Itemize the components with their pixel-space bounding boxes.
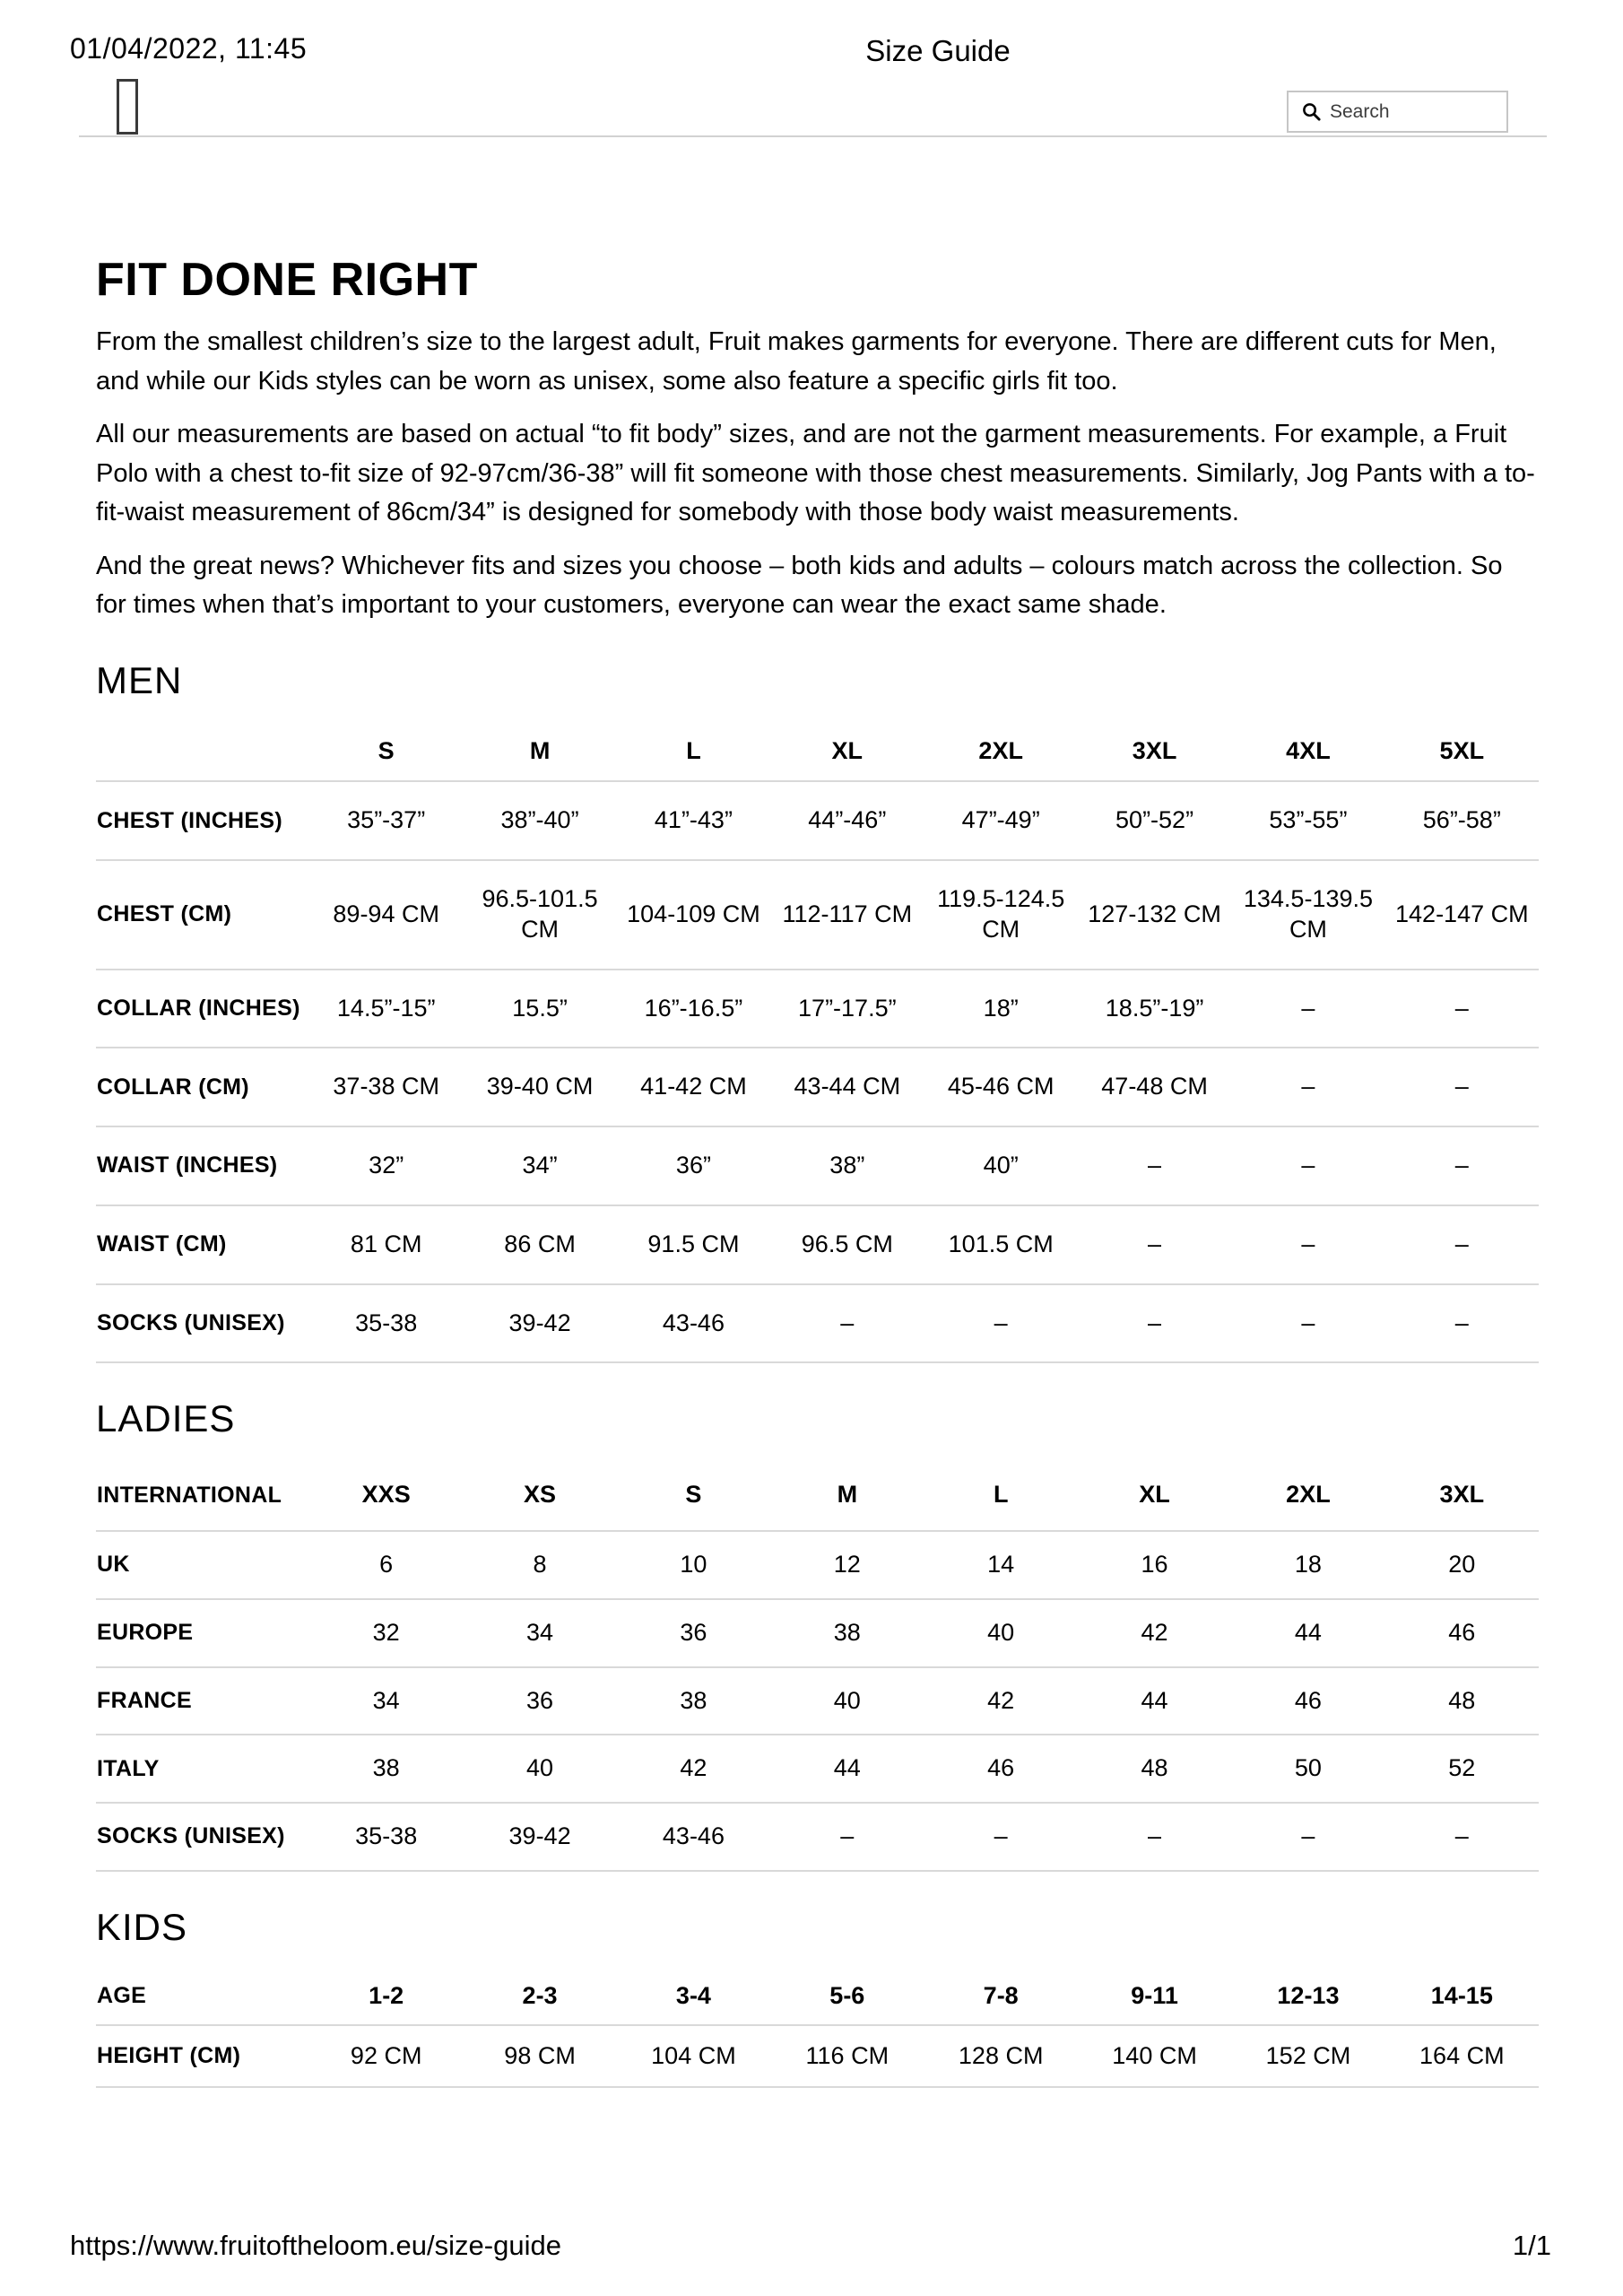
size-column-header: XS — [524, 1481, 557, 1509]
size-column-header: 3XL — [1132, 736, 1177, 764]
size-cell: 127-132 CM — [1088, 900, 1221, 927]
size-cell: 40 — [987, 1618, 1015, 1646]
size-cell: 44”-46” — [808, 806, 887, 834]
size-column-header: L — [993, 1481, 1009, 1509]
size-cell: – — [1148, 1309, 1162, 1336]
size-cell: 48 — [1448, 1686, 1476, 1714]
header-divider — [79, 135, 1547, 137]
size-column-header: 5XL — [1439, 736, 1485, 764]
size-cell: 101.5 CM — [948, 1230, 1054, 1257]
size-cell: 98 CM — [504, 2041, 576, 2069]
size-cell: 104-109 CM — [627, 900, 760, 927]
size-cell: 35”-37” — [347, 806, 426, 834]
size-cell: 18 — [1294, 1551, 1322, 1578]
size-cell: 16”-16.5” — [644, 994, 743, 1022]
table-row — [96, 860, 1539, 970]
row-label: EUROPE — [97, 1620, 194, 1645]
size-cell: – — [1454, 1309, 1469, 1336]
row-label: UK — [97, 1552, 130, 1578]
size-cell: 119.5-124.5 CM — [937, 885, 1065, 943]
size-cell: 164 CM — [1419, 2041, 1505, 2069]
row-label: FRANCE — [97, 1687, 192, 1713]
size-cell: 34 — [526, 1618, 554, 1646]
row-label: CHEST (INCHES) — [97, 807, 282, 833]
search-input[interactable] — [1330, 101, 1487, 123]
size-cell: 40” — [983, 1152, 1019, 1178]
row-label: COLLAR (INCHES) — [97, 995, 300, 1021]
size-cell: 12 — [833, 1551, 861, 1578]
section-ladies — [96, 1397, 1539, 1872]
row-label: ITALY — [97, 1755, 160, 1781]
section-men — [96, 659, 1539, 1364]
size-cell: 44 — [1294, 1618, 1322, 1646]
size-cell: 140 CM — [1112, 2041, 1197, 2069]
table-row — [96, 1667, 1539, 1735]
size-cell: 48 — [1141, 1754, 1168, 1782]
size-cell: 91.5 CM — [647, 1230, 740, 1257]
size-cell: 46 — [1294, 1686, 1322, 1714]
size-cell: – — [1148, 1822, 1162, 1849]
size-cell: – — [1301, 1309, 1315, 1336]
size-column-header: 9-11 — [1131, 1981, 1178, 2009]
size-column-header: XL — [1139, 1481, 1170, 1509]
size-cell: 38” — [829, 1152, 865, 1178]
size-cell: 20 — [1448, 1551, 1476, 1578]
size-column-header: 14-15 — [1430, 1981, 1493, 2009]
size-column-header: 7-8 — [983, 1981, 1019, 2009]
size-cell: 92 CM — [350, 2041, 422, 2069]
size-cell: 39-42 — [508, 1309, 571, 1336]
size-cell: – — [1301, 1073, 1315, 1100]
section-title: LADIES — [96, 1397, 236, 1440]
size-cell: – — [1454, 1230, 1469, 1257]
table-row — [96, 1284, 1539, 1363]
size-cell: 134.5-139.5 CM — [1243, 885, 1373, 943]
size-cell: – — [1148, 1230, 1162, 1257]
size-column-header: 2XL — [978, 736, 1023, 764]
size-column-header: 1-2 — [369, 1981, 404, 2009]
size-cell: 34 — [372, 1686, 400, 1714]
row-label-header: INTERNATIONAL — [97, 1482, 282, 1508]
intro-paragraph-3: And the great news? Whichever fits and sizes you choose – both kids and adults – colours match across the collection. So for times when that’s important to your customers, everyone can wear the exact same shade. — [96, 551, 1503, 619]
size-cell: 152 CM — [1265, 2041, 1351, 2069]
size-cell: – — [1454, 1073, 1469, 1100]
row-label: WAIST (CM) — [97, 1231, 227, 1257]
size-cell: – — [840, 1822, 855, 1849]
size-table-men — [96, 722, 1539, 1364]
size-cell: 128 CM — [958, 2041, 1044, 2069]
search-icon — [1301, 101, 1322, 122]
size-cell: 41-42 CM — [640, 1073, 747, 1100]
row-label-header — [96, 722, 309, 782]
row-label: WAIST (INCHES) — [97, 1152, 278, 1178]
column-header-row — [96, 1460, 1539, 1531]
size-cell: 38 — [680, 1686, 707, 1714]
size-cell: 39-42 — [508, 1822, 571, 1849]
size-cell: 8 — [533, 1551, 547, 1578]
size-cell: 46 — [987, 1754, 1015, 1782]
size-cell: 40 — [833, 1686, 861, 1714]
table-row — [96, 1126, 1539, 1205]
size-cell: 46 — [1448, 1618, 1476, 1646]
row-label: CHEST (CM) — [97, 901, 232, 927]
row-label: HEIGHT (CM) — [97, 2042, 241, 2068]
size-cell: – — [1301, 1230, 1315, 1257]
size-cell: 45-46 CM — [947, 1073, 1055, 1100]
size-table-ladies — [96, 1460, 1539, 1872]
size-cell: 52 — [1448, 1754, 1476, 1782]
size-cell: 43-44 CM — [794, 1073, 901, 1100]
size-cell: 142-147 CM — [1395, 900, 1529, 927]
size-cell: 18.5”-19” — [1105, 994, 1204, 1022]
missing-glyph-box — [117, 79, 138, 135]
row-label-header: AGE — [97, 1983, 147, 2008]
size-cell: 34” — [522, 1152, 558, 1178]
size-cell: 42 — [1141, 1618, 1168, 1646]
size-cell: – — [1301, 994, 1315, 1022]
section-title: MEN — [96, 658, 183, 701]
section-title: KIDS — [96, 1905, 188, 1948]
size-cell: 38 — [833, 1618, 861, 1646]
size-cell: 15.5” — [512, 994, 568, 1022]
size-cell: – — [1454, 1152, 1469, 1178]
size-cell: 37-38 CM — [333, 1073, 439, 1100]
table-row — [96, 781, 1539, 860]
size-cell: 40 — [526, 1754, 554, 1782]
size-cell: – — [1301, 1822, 1315, 1849]
size-cell: 104 CM — [651, 2041, 736, 2069]
size-cell: – — [994, 1822, 1008, 1849]
table-row — [96, 1048, 1539, 1126]
size-cell: 10 — [680, 1551, 707, 1578]
size-cell: 36 — [680, 1618, 707, 1646]
size-cell: 36 — [526, 1686, 554, 1714]
size-column-header: 3XL — [1439, 1481, 1485, 1509]
table-row — [96, 1205, 1539, 1284]
size-cell: 17”-17.5” — [798, 994, 897, 1022]
size-cell: 96.5 CM — [801, 1230, 893, 1257]
print-url: https://www.fruitoftheloom.eu/size-guide — [70, 2230, 561, 2261]
size-cell: 43-46 — [662, 1822, 725, 1849]
size-cell: – — [840, 1309, 855, 1336]
size-cell: 18” — [983, 994, 1019, 1022]
row-label: SOCKS (UNISEX) — [97, 1309, 285, 1335]
size-column-header: 5-6 — [829, 1981, 865, 2009]
size-cell: 16 — [1141, 1551, 1168, 1578]
size-column-header: M — [529, 736, 551, 764]
size-cell: 42 — [987, 1686, 1015, 1714]
section-kids — [96, 1906, 1539, 2089]
size-column-header: 12-13 — [1277, 1981, 1340, 2009]
size-cell: 14 — [987, 1551, 1015, 1578]
table-row — [96, 970, 1539, 1048]
search-box[interactable] — [1287, 91, 1508, 133]
table-row — [96, 1803, 1539, 1871]
size-cell: 56”-58” — [1422, 806, 1501, 834]
size-cell: 38 — [372, 1754, 400, 1782]
content-area — [96, 253, 1539, 2088]
size-cell: 53”-55” — [1269, 806, 1348, 834]
print-page-number: 1/1 — [1512, 2230, 1551, 2261]
size-column-header: S — [685, 1481, 702, 1509]
row-label: COLLAR (CM) — [97, 1074, 249, 1100]
size-cell: 39-40 CM — [486, 1073, 594, 1100]
print-datetime: 01/04/2022, 11:45 — [70, 32, 308, 65]
size-cell: 32 — [372, 1618, 400, 1646]
row-label: SOCKS (UNISEX) — [97, 1823, 285, 1849]
size-column-header: 4XL — [1286, 736, 1331, 764]
size-cell: 6 — [379, 1551, 394, 1578]
table-row — [96, 1735, 1539, 1803]
column-header-row — [96, 1969, 1539, 2025]
intro-paragraph-1: From the smallest children’s size to the largest adult, Fruit makes garments for everyone. There are different cuts for Men, and while our Kids styles can be worn as unisex, some also feature a specific girls fit too. — [96, 327, 1497, 396]
size-cell: 35-38 — [355, 1309, 418, 1336]
size-column-header: 2-3 — [522, 1981, 558, 2009]
size-cell: 36” — [675, 1152, 711, 1178]
size-column-header: XXS — [361, 1481, 411, 1509]
size-column-header: 3-4 — [675, 1981, 711, 2009]
size-cell: 44 — [1141, 1686, 1168, 1714]
size-cell: 50”-52” — [1115, 806, 1194, 834]
size-cell: 14.5”-15” — [336, 994, 436, 1022]
page-heading: FIT DONE RIGHT — [96, 254, 478, 306]
intro-paragraph-2: All our measurements are based on actual “to fit body” sizes, and are not the garment measurements. For example, a Fruit Polo with a chest to-fit size of 92-97cm/36-38” will fit someone with those chest measurements. Similarly, Jog Pants with a to-fit-waist measurement of 86cm/34” is designed for somebody with those body waist measurements. — [96, 420, 1535, 526]
size-cell: 47”-49” — [961, 806, 1040, 834]
size-cell: – — [994, 1309, 1008, 1336]
size-cell: 116 CM — [805, 2041, 890, 2069]
size-cell: 42 — [680, 1754, 707, 1782]
size-cell: 41”-43” — [654, 806, 733, 834]
table-row — [96, 1599, 1539, 1667]
size-cell: – — [1454, 994, 1469, 1022]
print-title: Size Guide — [865, 34, 1011, 67]
size-column-header: XL — [831, 736, 864, 764]
size-cell: 43-46 — [662, 1309, 725, 1336]
size-cell: 50 — [1294, 1754, 1322, 1782]
size-cell: 86 CM — [504, 1230, 576, 1257]
size-cell: 81 CM — [350, 1230, 422, 1257]
size-cell: – — [1148, 1152, 1162, 1178]
size-cell: 35-38 — [355, 1822, 418, 1849]
size-cell: 44 — [833, 1754, 861, 1782]
size-cell: 38”-40” — [500, 806, 579, 834]
table-row — [96, 1531, 1539, 1599]
size-cell: 96.5-101.5 CM — [482, 885, 598, 943]
size-column-header: M — [837, 1481, 858, 1509]
size-cell: 89-94 CM — [333, 900, 439, 927]
table-row — [96, 2025, 1539, 2088]
size-cell: – — [1301, 1152, 1315, 1178]
size-column-header: L — [686, 736, 701, 764]
size-cell: 47-48 CM — [1101, 1073, 1208, 1100]
size-cell: – — [1454, 1822, 1469, 1849]
size-cell: 32” — [369, 1152, 404, 1178]
size-column-header: S — [378, 736, 395, 764]
size-cell: 112-117 CM — [782, 900, 913, 927]
size-column-header: 2XL — [1286, 1481, 1331, 1509]
column-header-row — [96, 722, 1539, 782]
size-table-kids — [96, 1969, 1539, 2089]
